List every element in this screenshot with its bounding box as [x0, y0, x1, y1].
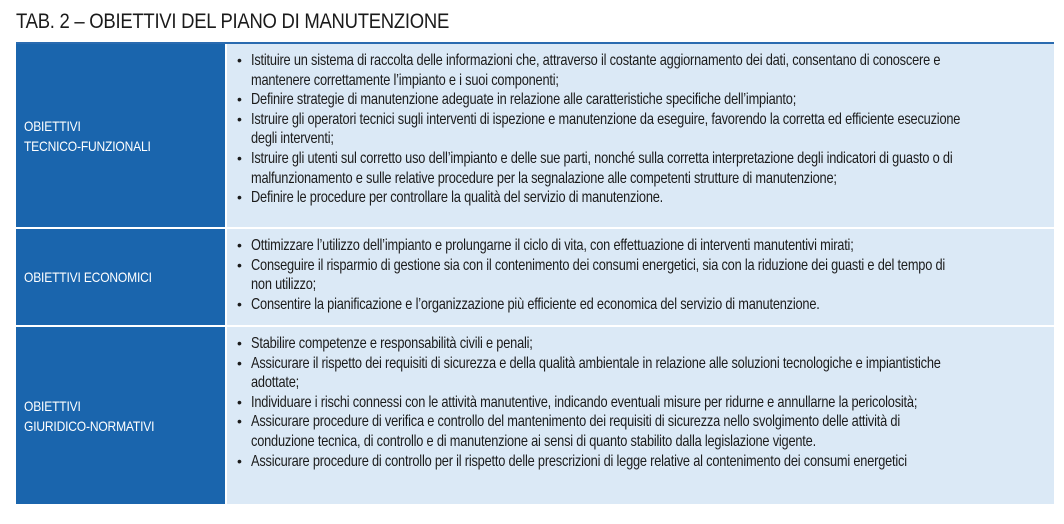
list-item: • Assicurare il rispetto dei requisiti di sicurezza e della qualità ambientale in relazione alle soluzioni tecnologiche e impiantistiche adottate; — [237, 354, 1048, 393]
list-item: • Consentire la pianificazione e l’organizzazione più efficiente ed economica del servizio di manutenzione. — [237, 295, 1048, 315]
bullet-list — [237, 51, 1048, 208]
list-item: • Istituire un sistema di raccolta delle informazioni che, attraverso il costante aggiornamento dei dati, consentano di conoscere e mantenere correttamente l’impianto e i suoi componenti; — [237, 51, 1048, 90]
bullet-list — [237, 334, 1048, 471]
list-item: • Individuare i rischi connessi con le attività manutentive, indicando eventuali misure per ridurne e annullarne la pericolosità; — [237, 393, 1048, 413]
list-item: • Stabilire competenze e responsabilità civili e penali; — [237, 334, 1048, 354]
list-item: • Assicurare procedure di verifica e controllo del mantenimento dei requisiti di sicurezza nello svolgimento delle attività di conduzione tecnica, di controllo e di manutenzione ai sensi di quanto stabilito dalla legislazione vigente. — [237, 412, 1048, 451]
row-items-cell — [227, 44, 1054, 227]
list-item: • Definire strategie di manutenzione adeguate in relazione alle caratteristiche specifiche dell’impianto; — [237, 90, 1048, 110]
row-label-cell — [16, 327, 227, 504]
row-label: OBIETTIVI GIURIDICO-NORMATIVI — [24, 397, 155, 434]
bullet-list — [237, 236, 1048, 314]
list-item: • Ottimizzare l’utilizzo dell’impianto e prolungarne il ciclo di vita, con effettuazione di interventi manutentivi mirati; — [237, 236, 1048, 256]
row-label: OBIETTIVI TECNICO-FUNZIONALI — [24, 117, 151, 154]
table-title: TAB. 2 – OBIETTIVI DEL PIANO DI MANUTENZIONE — [16, 10, 450, 33]
list-item: • Istruire gli utenti sul corretto uso dell’impianto e delle sue parti, nonché sulla corretta interpretazione degli indicatori di guasto o di malfunzionamento e sulle relative procedure per la segnalazione alle competenti strutture di manutenzione; — [237, 149, 1048, 188]
row-items-cell — [227, 327, 1054, 504]
list-item: • Definire le procedure per controllare la qualità del servizio di manutenzione. — [237, 188, 1048, 208]
objectives-table — [16, 42, 1054, 504]
row-label-cell — [16, 229, 227, 325]
row-giuridico-normativi — [16, 327, 1054, 504]
list-item: • Istruire gli operatori tecnici sugli interventi di ispezione e manutenzione da eseguire, favorendo la corretta ed efficiente esecuzione degli interventi; — [237, 110, 1048, 149]
row-tecnico-funzionali — [16, 44, 1054, 229]
row-label: OBIETTIVI ECONOMICI — [24, 269, 152, 285]
row-items-cell — [227, 229, 1054, 325]
row-label-cell — [16, 44, 227, 227]
list-item: • Conseguire il risparmio di gestione sia con il contenimento dei consumi energetici, sia con la riduzione dei guasti e del tempo di non utilizzo; — [237, 256, 1048, 295]
row-economici — [16, 229, 1054, 327]
list-item: • Assicurare procedure di controllo per il rispetto delle prescrizioni di legge relative al contenimento dei consumi energetici — [237, 452, 1048, 472]
